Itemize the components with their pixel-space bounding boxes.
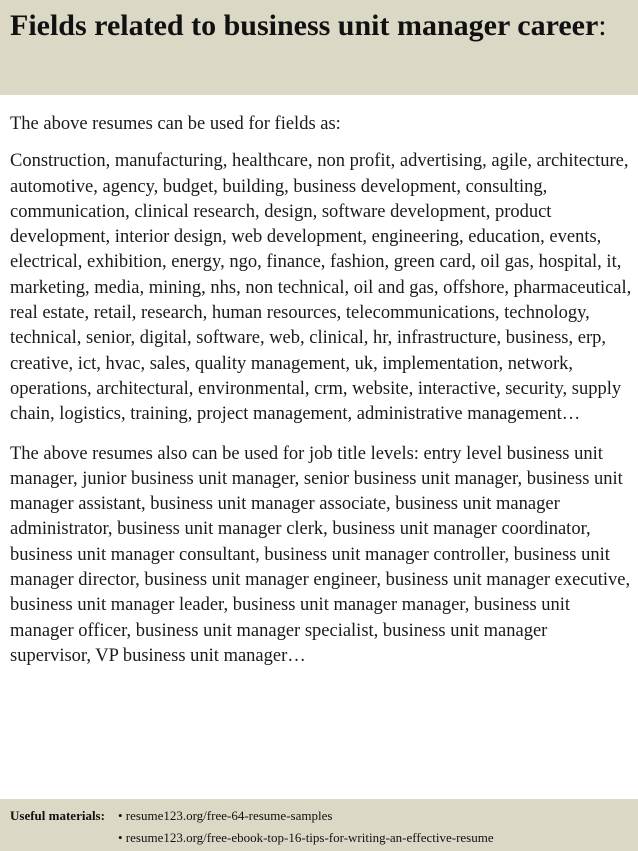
page-title xyxy=(10,7,628,45)
resume-samples-link[interactable]: • resume123.org/free-64-resume-samples xyxy=(118,808,333,823)
useful-materials-label-text: Useful materials xyxy=(10,808,101,823)
intro-text: The above resumes can be used for fields as: xyxy=(10,114,341,134)
useful-materials-label xyxy=(10,805,118,827)
footer-row-2 xyxy=(10,827,628,849)
fields-list: Construction, manufacturing, healthcare, non profit, advertising, agile, architecture, automotive, agency, budget, building, business development, consulting, communication, clinical research, design, software development, product development, interior design, web development, engineering, education, events, electrical, exhibition, energy, ngo, finance, fashion, green card, oil gas, hospital, it, marketing, media, mining, nhs, non technical, oil and gas, offshore, pharmaceutical, real estate, retail, research, human resources, telecommunications, technology, technical, senior, digital, software, web, clinical, hr, infrastructure, business, erp, creative, ict, hvac, sales, quality management, uk, implementation, network, operations, architectural, environmental, crm, website, interactive, security, supply chain, logistics, training, project management, administrative management… xyxy=(10,151,632,425)
footer-row-1 xyxy=(10,805,628,827)
useful-materials-label-colon: : xyxy=(100,808,105,823)
job-levels-list: The above resumes also can be used for job title levels: entry level business unit manager, junior business unit manager, senior business unit manager, business unit manager assistant, business unit manager associate, business unit manager administrator, business unit manager clerk, business unit manager coordinator, business unit manager consultant, business unit manager controller, business unit manager director, business unit manager engineer, business unit manager executive, business unit manager leader, business unit manager manager, business unit manager officer, business unit manager specialist, business unit manager supervisor, VP business unit manager… xyxy=(10,443,631,666)
page-title-text: Fields related to business unit manager career xyxy=(10,9,599,42)
title-banner xyxy=(0,0,638,95)
useful-materials-footer xyxy=(0,799,638,851)
main-content xyxy=(10,112,632,669)
page-title-colon: : xyxy=(598,9,607,42)
resume-ebook-link[interactable]: • resume123.org/free-ebook-top-16-tips-for-writing-an-effective-resume xyxy=(118,830,494,845)
